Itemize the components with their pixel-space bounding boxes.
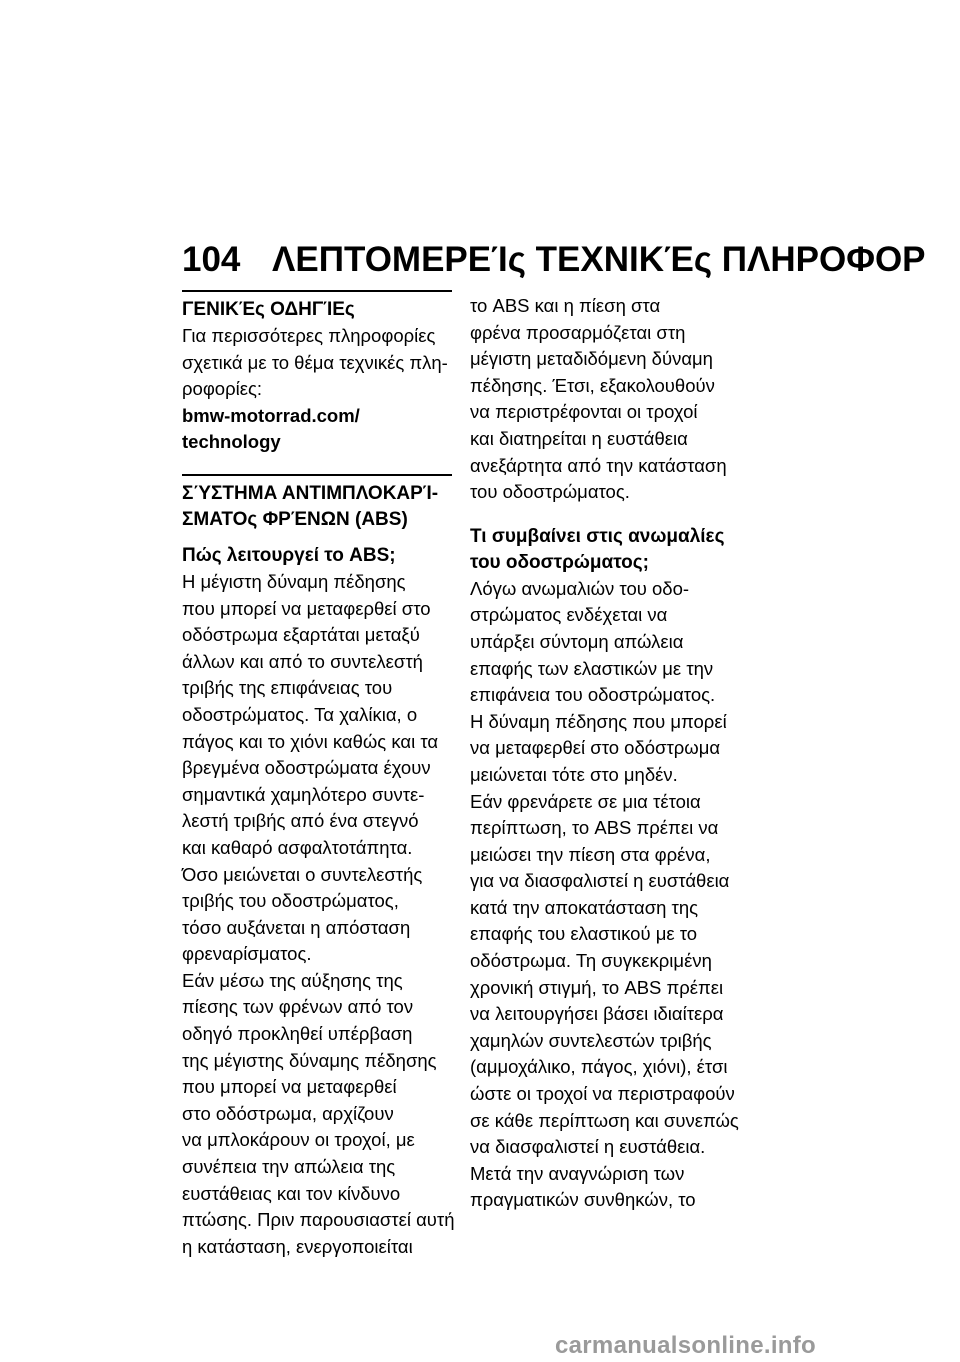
text-line: επαφής του ελαστικού με το: [470, 923, 698, 945]
section-rule: [182, 474, 452, 476]
left-column: [182, 290, 455, 1260]
text-line: μειώσει την πίεση στα φρένα,: [470, 843, 711, 865]
text-line: οδοστρώματος. Τα χαλίκια, ο: [182, 703, 418, 725]
text-line: σχετικά με το θέμα τεχνικές πλη-: [182, 351, 448, 373]
road-irregularities-text: [470, 576, 740, 1214]
text-line: του οδοστρώματος.: [470, 481, 630, 503]
text-line: Η μέγιστη δύναμη πέδησης: [182, 570, 406, 592]
text-line: να μεταφερθεί στο οδόστρωμα: [470, 737, 721, 759]
abs-explanation-text: [182, 569, 455, 1260]
text-line: χρονική στιγμή, το ABS πρέπει: [470, 976, 724, 998]
text-line: φρεναρίσματος.: [182, 943, 312, 965]
page-number: 104: [182, 240, 241, 279]
text-line: να λειτουργήσει βάσει ιδιαίτερα: [470, 1003, 724, 1025]
text-line: σημαντικά χαμηλότερο συντε-: [182, 783, 425, 805]
text-line: επαφής των ελαστικών με την: [470, 657, 714, 679]
text-line: ανεξάρτητα από την κατάσταση: [470, 454, 727, 476]
watermark: carmanualsonline.info: [555, 1332, 817, 1359]
text-line: Όσο μειώνεται ο συντελεστής: [182, 863, 423, 885]
text-line: και διατηρείται η ευστάθεια: [470, 427, 688, 449]
text-line: να μπλοκάρουν οι τροχοί, με: [182, 1129, 415, 1151]
section-title-general: ΓΕΝΙΚΈς ΟΔΗΓΊΕς: [182, 299, 355, 320]
website-link[interactable]: bmw-motorrad.com/ technology: [182, 404, 360, 453]
text-line: στο οδόστρωμα, αρχίζουν: [182, 1102, 394, 1124]
text-line: (αμμοχάλικο, πάγος, χιόνι), έτσι: [470, 1056, 728, 1078]
text-line: πίεσης των φρένων από τον: [182, 996, 414, 1018]
text-line: τριβής της επιφάνειας του: [182, 677, 393, 699]
text-line: οδηγό προκληθεί υπέρβαση: [182, 1023, 413, 1045]
section-title-abs: ΣΎΣΤΗΜΑ ΑΝΤΙΜΠΛΟΚΑΡΊ- ΣΜΑΤΟς ΦΡΈΝΩΝ (ABS): [182, 482, 439, 530]
text-line: χαμηλών συντελεστών τριβής: [470, 1029, 712, 1051]
text-line: που μπορεί να μεταφερθεί: [182, 1076, 397, 1098]
text-line: για να διασφαλιστεί η ευστάθεια: [470, 870, 730, 892]
text-line: Εάν φρενάρετε σε μια τέτοια: [470, 790, 701, 812]
text-line: στρώματος ενδέχεται να: [470, 604, 668, 626]
abs-continued-text: [470, 293, 740, 506]
text-line: και καθαρό ασφαλτοτάπητα.: [182, 836, 413, 858]
text-line: Μετά την αναγνώριση των: [470, 1162, 685, 1184]
text-line: Λόγω ανωμαλιών του οδο-: [470, 577, 690, 599]
text-line: Η δύναμη πέδησης που μπορεί: [470, 710, 727, 732]
text-line: πραγματικών συνθηκών, το: [470, 1189, 696, 1211]
text-line: επιφάνεια του οδοστρώματος.: [470, 684, 716, 706]
text-line: ροφορίες:: [182, 378, 263, 400]
chapter-title: ΛΕΠΤΟΜΕΡΕΊς ΤΕΧΝΙΚΈς ΠΛΗΡΟΦΟΡ: [272, 240, 926, 279]
text-line: που μπορεί να μεταφερθεί στο: [182, 597, 431, 619]
text-line: μειώνεται τότε στο μηδέν.: [470, 763, 678, 785]
text-line: περίπτωση, το ABS πρέπει να: [470, 817, 719, 839]
text-line: συνέπεια την απώλεια της: [182, 1156, 396, 1178]
text-line: να διασφαλιστεί η ευστάθεια.: [470, 1136, 706, 1158]
text-line: μέγιστη μεταδιδόμενη δύναμη: [470, 348, 713, 370]
text-line: ώστε οι τροχοί να περιστραφούν: [470, 1083, 735, 1105]
text-line: πτώσης. Πριν παρουσιαστεί αυτή: [182, 1209, 455, 1231]
section-general-text: [182, 323, 452, 403]
text-line: κατά την αποκατάσταση της: [470, 896, 699, 918]
text-line: σε κάθε περίπτωση και συνεπώς: [470, 1109, 739, 1131]
text-line: η κατάσταση, ενεργοποιείται: [182, 1235, 413, 1257]
text-line: τριβής του οδοστρώματος,: [182, 890, 399, 912]
text-line: πάγος και το χιόνι καθώς και τα: [182, 730, 439, 752]
text-line: πέδησης. Έτσι, εξακολουθούν: [470, 374, 715, 396]
page-header: [182, 240, 926, 280]
right-column: [470, 293, 740, 1214]
text-line: άλλων και από το συντελεστή: [182, 650, 423, 672]
text-line: Εάν μέσω της αύξησης της: [182, 969, 403, 991]
text-line: βρεγμένα οδοστρώματα έχουν: [182, 757, 431, 779]
text-line: φρένα προσαρμόζεται στη: [470, 321, 686, 343]
text-line: να περιστρέφονται οι τροχοί: [470, 401, 698, 423]
text-line: της μέγιστης δύναμης πέδησης: [182, 1049, 437, 1071]
text-line: υπάρξει σύντομη απώλεια: [470, 630, 684, 652]
text-line: οδόστρωμα εξαρτάται μεταξύ: [182, 624, 420, 646]
section-rule: [182, 290, 452, 292]
text-line: Για περισσότερες πληροφορίες: [182, 325, 436, 346]
text-line: ευστάθειας και τον κίνδυνο: [182, 1182, 401, 1204]
text-line: οδόστρωμα. Τη συγκεκριμένη: [470, 950, 712, 972]
subheading-road-irregularities: Τι συμβαίνει στις ανωμαλίες του οδοστρώματος;: [470, 525, 725, 573]
text-line: το ABS και η πίεση στα: [470, 295, 661, 316]
text-line: τόσο αυξάνεται η απόσταση: [182, 916, 411, 938]
text-line: λεστή τριβής από ένα στεγνό: [182, 810, 419, 832]
subheading-how-abs-works: Πώς λειτουργεί το ABS;: [182, 544, 396, 566]
